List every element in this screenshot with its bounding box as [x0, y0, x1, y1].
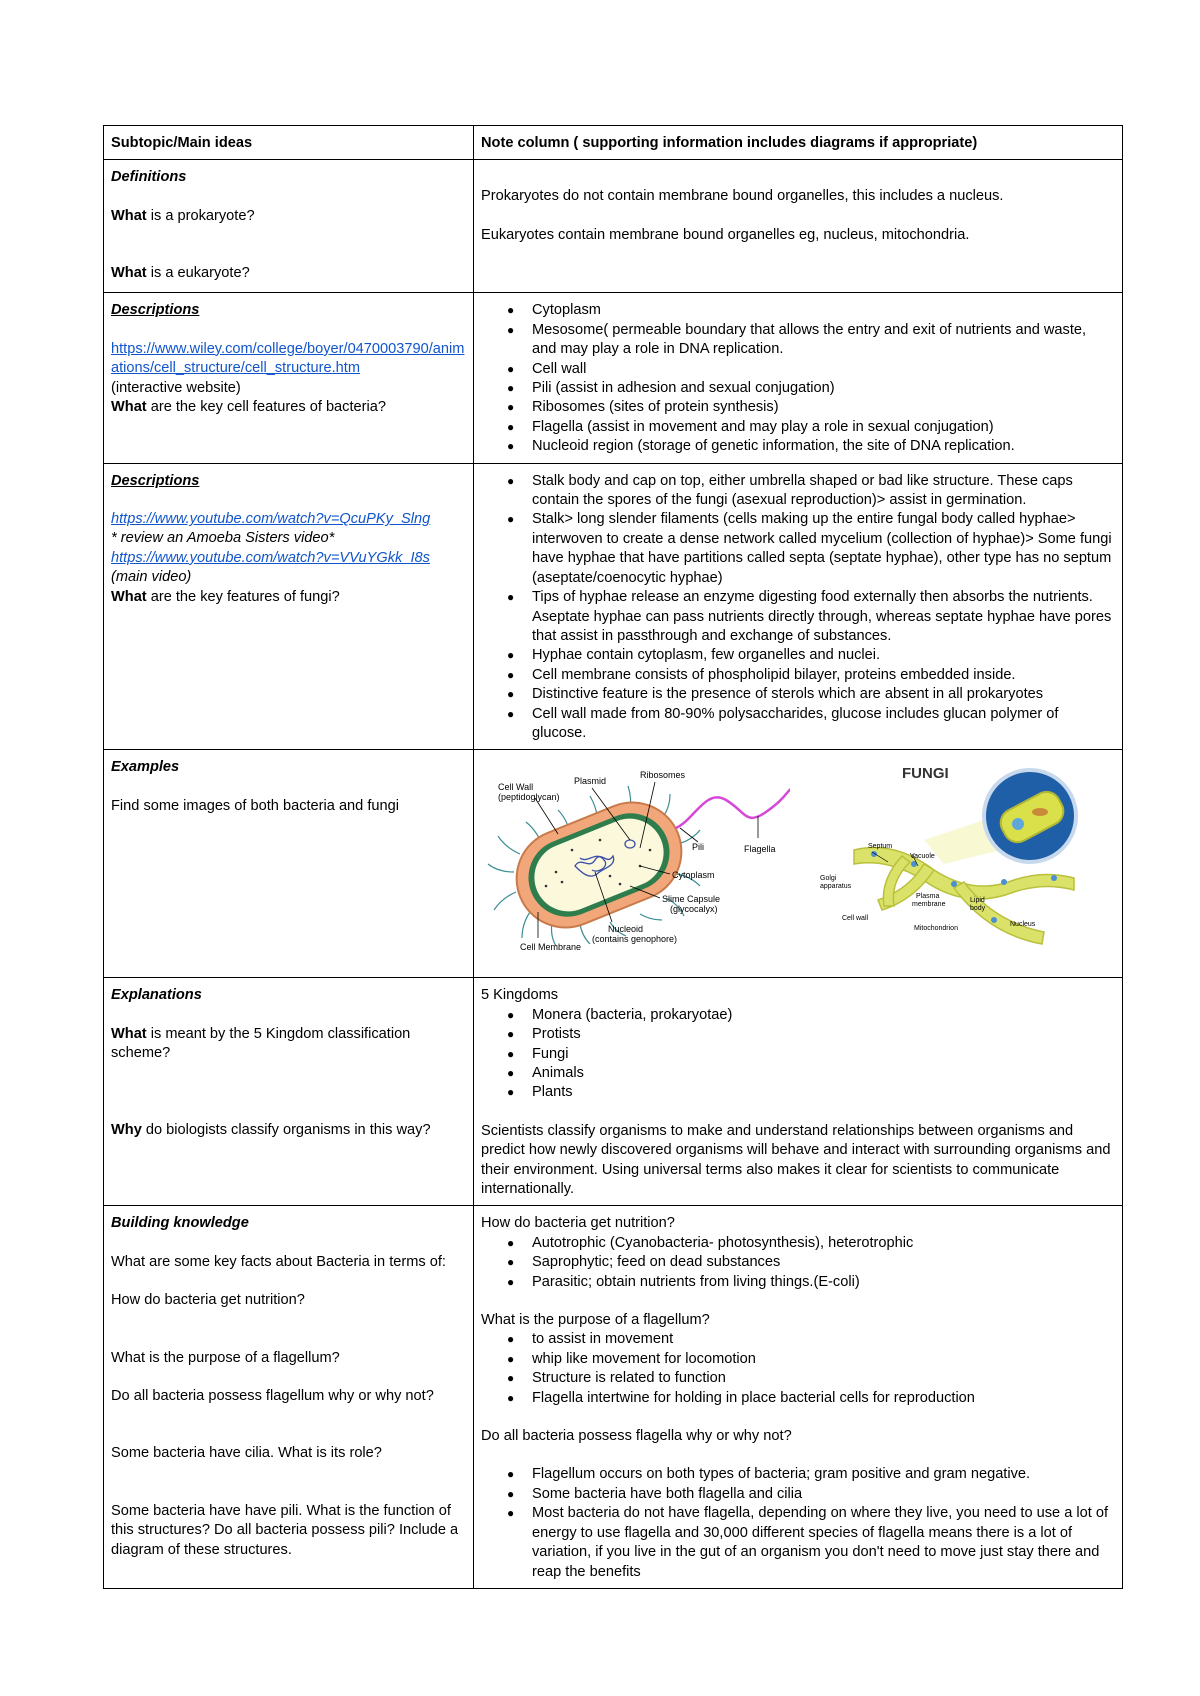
- fungi-description-right: [474, 463, 1123, 750]
- kingdoms-title: 5 Kingdoms: [481, 987, 559, 1004]
- list-item: ● Monera (bacteria, prokaryotae): [481, 1006, 1114, 1025]
- definitions-row: [104, 160, 1123, 293]
- list-item: ● Some bacteria have both flagella and cilia: [481, 1485, 1114, 1504]
- bacteria-label-flagella: Flagella: [744, 844, 776, 855]
- bacteria-label-peptidoglycan: (peptidoglycan): [498, 792, 560, 803]
- list-item: ● Autotrophic (Cyanobacteria- photosynthesis), heterotrophic: [481, 1234, 1114, 1253]
- bacteria-label-cytoplasm: Cytoplasm: [672, 870, 715, 881]
- explanations-title: Explanations: [111, 987, 202, 1004]
- list-item: ● Cell wall: [481, 360, 1114, 379]
- list-item: ● Mesosome( permeable boundary that allows the entry and exit of nutrients and waste, and may play a role in DNA replication.: [481, 321, 1114, 360]
- examples-row: [104, 750, 1123, 978]
- header-left: Subtopic/Main ideas: [104, 126, 474, 160]
- list-item: ● Stalk> long slender filaments (cells making up the entire fungal body called hyphae> interwoven to create a dense network called mycelium (collection of hyphae)> Some fungi have hyphae that have partitions called septa (septate hyphae), other type has no septum (aseptate/coenocytic hyphae): [481, 510, 1114, 588]
- examples-right: [474, 750, 1123, 978]
- fungi-label-body: body: [970, 905, 986, 913]
- explanations-row: [104, 978, 1123, 1206]
- example-figures: [480, 754, 1116, 968]
- list-item: ● Plants: [481, 1083, 1114, 1102]
- bacteria-label-cell-membrane: Cell Membrane: [520, 942, 582, 953]
- list-item: ● Nucleoid region (storage of genetic information, the site of DNA replication.: [481, 437, 1114, 456]
- list-item: ● Stalk body and cap on top, either umbrella shaped or bad like structure. These caps contain the spores of the fungi (asexual reproduction)> assist in germination.: [481, 472, 1114, 511]
- bacteria-facts-question: What are some key facts about Bacteria in terms of:: [111, 1253, 446, 1270]
- header-right: Note column ( supporting information includes diagrams if appropriate): [474, 126, 1123, 160]
- definitions-left: [104, 160, 474, 293]
- fungi-description-left: [104, 463, 474, 750]
- building-knowledge-right: [474, 1206, 1123, 1589]
- classification-answer: Scientists classify organisms to make and understand relationships between organisms and predict how newly discovered organisms will behave and interact with surrounding organisms and their environment. Using universal terms also makes it clear for scientists to communicate internationally.: [481, 1122, 1111, 1197]
- bacteria-description-title: Descriptions: [111, 302, 200, 319]
- list-item: ● Saprophytic; feed on dead substances: [481, 1253, 1114, 1272]
- youtube-link-main[interactable]: https://www.youtube.com/watch?v=VVuYGkk_I8s: [111, 549, 430, 566]
- prokaryote-question: What is a prokaryote?: [111, 207, 255, 224]
- fungi-description-row: [104, 463, 1123, 750]
- list-item: ● Cytoplasm: [481, 301, 1114, 320]
- notes-table: [103, 125, 1123, 1589]
- list-item: ● to assist in movement: [481, 1330, 1114, 1349]
- bacteria-description-row: [104, 293, 1123, 463]
- list-item: ● Most bacteria do not have flagella, depending on where they live, you need to use a lot of energy to use flagella and 30,000 different species of flagella means there is a lot of variation, if you live in the gut of an organism you don't need to move just stay there and reap the benefits: [481, 1504, 1114, 1582]
- flagellum-answer-title: What is the purpose of a flagellum?: [481, 1312, 710, 1329]
- examples-title: Examples: [111, 759, 180, 776]
- fungi-label-nucleus: Nucleus: [1010, 921, 1036, 929]
- cilia-question: Some bacteria have cilia. What is its role?: [111, 1445, 382, 1462]
- bacteria-label-ribosomes: Ribosomes: [640, 770, 686, 781]
- fungi-description-title: Descriptions: [111, 472, 200, 489]
- list-item: ● Flagella intertwine for holding in place bacterial cells for reproduction: [481, 1389, 1114, 1408]
- bacteria-label-glycocalyx: (glycocalyx): [670, 904, 718, 915]
- definitions-title: Definitions: [111, 169, 187, 186]
- fungi-label-cell-wall: Cell wall: [842, 915, 869, 923]
- fungi-label-golgi: Golgi: [820, 875, 837, 883]
- amoeba-note: * review an Amoeba Sisters video*: [111, 530, 335, 547]
- list-item: ● Fungi: [481, 1045, 1114, 1064]
- bacteria-features-list: [481, 301, 1114, 456]
- explanations-right: [474, 978, 1123, 1206]
- flagellum-question: What is the purpose of a flagellum?: [111, 1349, 340, 1366]
- nutrition-list: [481, 1234, 1114, 1292]
- list-item: ● Hyphae contain cytoplasm, few organelles and nuclei.: [481, 646, 1114, 665]
- building-knowledge-title: Building knowledge: [111, 1215, 249, 1232]
- fungi-label-septum: Septum: [868, 843, 893, 851]
- list-item: ● Parasitic; obtain nutrients from living things.(E-coli): [481, 1273, 1114, 1292]
- possess-answer-title: Do all bacteria possess flagella why or why not?: [481, 1428, 792, 1445]
- definitions-right: [474, 160, 1123, 293]
- examples-prompt: Find some images of both bacteria and fungi: [111, 797, 399, 814]
- bacteria-label-genophore: (contains genophore): [592, 934, 678, 945]
- fungi-label-membrane: membrane: [912, 901, 946, 909]
- youtube-link-amoeba[interactable]: https://www.youtube.com/watch?v=QcuPKy_Slng: [111, 511, 431, 528]
- nutrition-question: How do bacteria get nutrition?: [111, 1292, 305, 1309]
- explanations-left: [104, 978, 474, 1206]
- bacteria-flagellum: [676, 788, 790, 828]
- list-item: ● Cell wall made from 80-90% polysaccharides, glucose includes glucan polymer of glucose.: [481, 705, 1114, 744]
- list-item: ● Tips of hyphae release an enzyme digesting food externally then absorbs the nutrients. Aseptate hyphae can pass nutrients directly through, whereas septate hyphae have pores that assist in passthrough and exchange of substances.: [481, 588, 1114, 646]
- list-item: ● Animals: [481, 1064, 1114, 1083]
- bacteria-label-plasmid: Plasmid: [574, 776, 607, 787]
- flagellum-list: [481, 1330, 1114, 1408]
- list-item: ● Structure is related to function: [481, 1369, 1114, 1388]
- why-classify-question: Why do biologists classify organisms in this way?: [111, 1121, 431, 1138]
- list-item: ● Cell membrane consists of phospholipid bilayer, proteins embedded inside.: [481, 666, 1114, 685]
- bacteria-label-cell-wall: Cell Wall: [498, 782, 534, 793]
- bacteria-description-right: [474, 293, 1123, 463]
- kingdoms-list: [481, 1006, 1114, 1103]
- eukaryote-question: What is a eukaryote?: [111, 265, 250, 282]
- fungi-label-lipid: Lipid: [970, 897, 985, 905]
- fungi-label-vacuole: Vacuole: [910, 853, 935, 861]
- list-item: ● Flagella (assist in movement and may play a role in sexual conjugation): [481, 418, 1114, 437]
- interactive-website-note: (interactive website): [111, 379, 241, 396]
- fungi-label-apparatus: apparatus: [820, 883, 852, 891]
- examples-left: [104, 750, 474, 978]
- fungi-label-plasma: Plasma: [916, 893, 940, 901]
- bacteria-description-left: [104, 293, 474, 463]
- list-item: ● Ribosomes (sites of protein synthesis): [481, 398, 1114, 417]
- fungi-features-list: [481, 472, 1114, 744]
- fungi-features-question: What are the key features of fungi?: [111, 588, 340, 605]
- building-knowledge-row: [104, 1206, 1123, 1589]
- list-item: ● whip like movement for locomotion: [481, 1350, 1114, 1369]
- list-item: ● Distinctive feature is the presence of sterols which are absent in all prokaryotes: [481, 685, 1114, 704]
- fungi-diagram: [814, 754, 1100, 966]
- possess-flagellum-question: Do all bacteria possess flagellum why or why not?: [111, 1388, 434, 1405]
- possess-list: [481, 1465, 1114, 1581]
- prokaryote-answer: Prokaryotes do not contain membrane bound organelles, this includes a nucleus.: [481, 188, 1004, 205]
- list-item: ● Pili (assist in adhesion and sexual conjugation): [481, 379, 1114, 398]
- bacteria-label-slime-capsule: Slime Capsule: [662, 894, 721, 905]
- pili-question: Some bacteria have have pili. What is the function of this structures? Do all bacteria possess pili? Include a diagram of these structures.: [111, 1502, 459, 1558]
- nutrition-answer-title: How do bacteria get nutrition?: [481, 1215, 675, 1232]
- wiley-link[interactable]: https://www.wiley.com/college/boyer/0470003790/animations/cell_structure/cell_structure.htm: [111, 340, 465, 377]
- five-kingdom-question: What is meant by the 5 Kingdom classification scheme?: [111, 1025, 411, 1062]
- bacteria-label-nucleoid: Nucleoid: [608, 924, 644, 935]
- bacteria-label-pili: Pili: [692, 842, 705, 853]
- fungi-title: FUNGI: [902, 765, 949, 783]
- eukaryote-answer: Eukaryotes contain membrane bound organelles eg, nucleus, mitochondria.: [481, 226, 970, 243]
- fungi-label-mitochondrion: Mitochondrion: [914, 925, 958, 933]
- notes-sheet: [103, 125, 1120, 1589]
- main-video-note: (main video): [111, 569, 192, 586]
- header-row: [104, 126, 1123, 160]
- bacteria-diagram: [480, 754, 790, 966]
- list-item: ● Flagellum occurs on both types of bacteria; gram positive and gram negative.: [481, 1465, 1114, 1484]
- bacteria-features-question: What are the key cell features of bacteria?: [111, 399, 386, 416]
- building-knowledge-left: [104, 1206, 474, 1589]
- list-item: ● Protists: [481, 1025, 1114, 1044]
